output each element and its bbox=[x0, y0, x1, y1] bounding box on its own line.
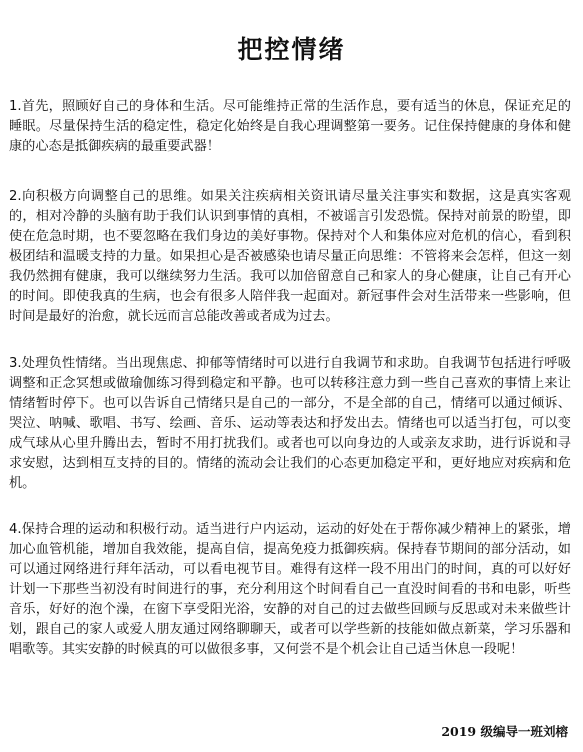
paragraph-1: 1.首先，照顾好自己的身体和生活。尽可能维持正常的生活作息，要有适当的休息，保证充足的睡眠。尽量保持生活的稳定性，稳定化始终是自我心理调整第一要务。记住保持健康的身体和健康的心态是抵御疾病的最重要武器！ bbox=[9, 99, 571, 154]
page-title: 把控情绪 bbox=[237, 35, 346, 64]
paragraph-2: 2.向积极方向调整自己的思维。如果关注疾病相关资讯请尽量关注事实和数据，这是真实客观的，相对冷静的头脑有助于我们认识到事情的真相，不被谣言引发恐慌。保持对前景的盼望，即使在危急时期，也不要忽略在我们身边的美好事物。保持对个人和集体应对危机的信心，看到积极团结和温暖支持的力量。如果担心是否被感染也请尽量正向思维：不管将来会怎样，但这一刻我仍然拥有健康，我可以继续努力生活。我可以加倍留意自己和家人的身心健康，让自己有开心的时间。即使我真的生病，也会有很多人陪伴我一起面对。新冠事件会对生活带来一些影响，但时间是最好的治愈，就长远而言总能改善或者成为过去。 bbox=[9, 189, 571, 324]
paragraph-4: 4.保持合理的运动和积极行动。适当进行户内运动，运动的好处在于帮你减少精神上的紧张，增加心血管机能，增加自我效能，提高自信，提高免疫力抵御疾病。保持春节期间的部分活动，如可以通过网络进行拜年活动，可以看电视节目。难得有这样一段不用出门的时间，真的可以好好计划一下那些当初没有时间进行的事，充分利用这个时间看自己一直没时间看的书和电影，听些音乐，好好的泡个澡，在窗下享受阳光浴，安静的对自己的过去做些回顾与反思或对未来做些计划，跟自己的家人或爱人朋友通过网络聊聊天，或者可以学些新的技能如做点新菜，学习乐器和唱歌等。其实安静的时候真的可以做很多事，又何尝不是个机会让自己适当休息一段呢！ bbox=[9, 522, 571, 657]
paragraph-3: 3.处理负性情绪。当出现焦虑、抑郁等情绪时可以进行自我调节和求助。自我调节包括进行呼吸调整和正念冥想或做瑜伽练习得到稳定和平静。也可以转移注意力到一些自己喜欢的事情上来让情绪暂时停下。也可以告诉自己情绪只是自己的一部分，不是全部的自己，情绪可以通过倾诉、哭泣、呐喊、歌唱、书写、绘画、音乐、运动等表达和抒发出去。情绪也可以适当打包，可以变成气球从心里升腾出去，暂时不用打扰我们。或者也可以向身边的人或亲友求助，进行诉说和寻求安慰，达到相互支持的目的。情绪的流动会让我们的心态更加稳定平和，更好地应对疾病和危机。 bbox=[9, 356, 571, 491]
author-signature: 2019 级编导一班刘榕 bbox=[441, 724, 568, 739]
